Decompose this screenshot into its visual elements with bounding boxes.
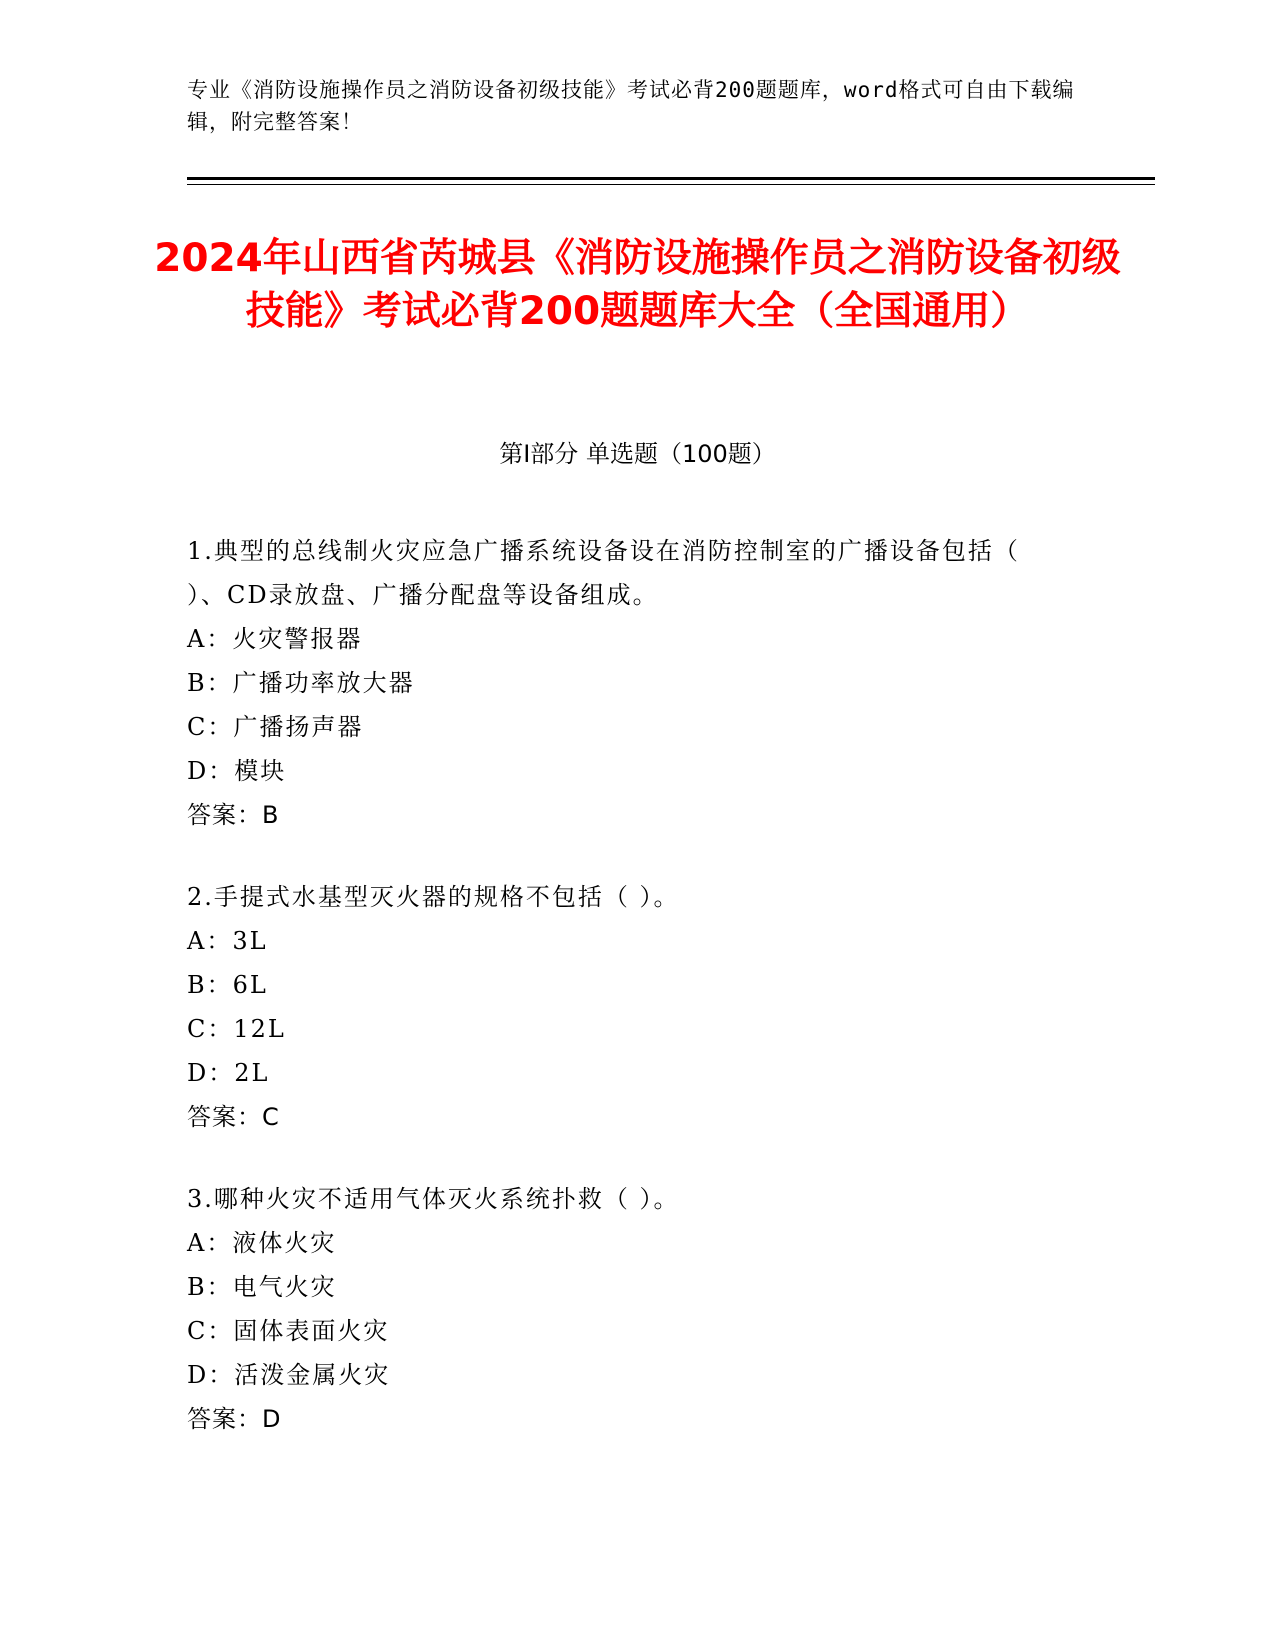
option-c: C：广播扬声器	[187, 713, 364, 741]
option-b: B：6L	[187, 971, 268, 999]
option-d: D：2L	[187, 1059, 270, 1087]
header-rule-thick	[187, 177, 1155, 180]
section-title: 第Ⅰ部分 单选题（100题）	[499, 440, 776, 468]
option-b: B：电气火灾	[187, 1273, 337, 1301]
option-d: D：模块	[187, 757, 287, 785]
answer-line: 答案：D	[187, 1405, 282, 1433]
question-stem: 2.手提式水基型灭火器的规格不包括（ ）。	[187, 883, 680, 911]
question-stem: 3.哪种火灾不适用气体灭火系统扑救（ ）。	[187, 1185, 680, 1213]
answer-line: 答案：B	[187, 801, 280, 829]
answer-line: 答案：C	[187, 1103, 280, 1131]
question-item	[187, 1177, 1067, 1441]
document-title: 2024年山西省芮城县《消防设施操作员之消防设备初级技能》考试必背200题题库大全（全国通用）	[154, 236, 1121, 334]
option-b: B：广播功率放大器	[187, 669, 415, 697]
option-c: C：固体表面火灾	[187, 1317, 390, 1345]
option-a: A：3L	[187, 927, 268, 955]
option-a: A：火灾警报器	[187, 625, 363, 653]
header-rule-thin	[187, 184, 1155, 185]
option-c: C：12L	[187, 1015, 286, 1043]
question-item	[187, 529, 1067, 837]
option-d: D：活泼金属火灾	[187, 1361, 391, 1389]
header-note: 专业《消防设施操作员之消防设备初级技能》考试必背200题题库，word格式可自由下载编辑，附完整答案！	[187, 78, 1075, 134]
question-item	[187, 875, 1067, 1139]
question-stem: 1.典型的总线制火灾应急广播系统设备设在消防控制室的广播设备包括（ ）、CD录放盘、广播分配盘等设备组成。	[187, 537, 1020, 609]
question-list	[187, 529, 1067, 1479]
option-a: A：液体火灾	[187, 1229, 337, 1257]
